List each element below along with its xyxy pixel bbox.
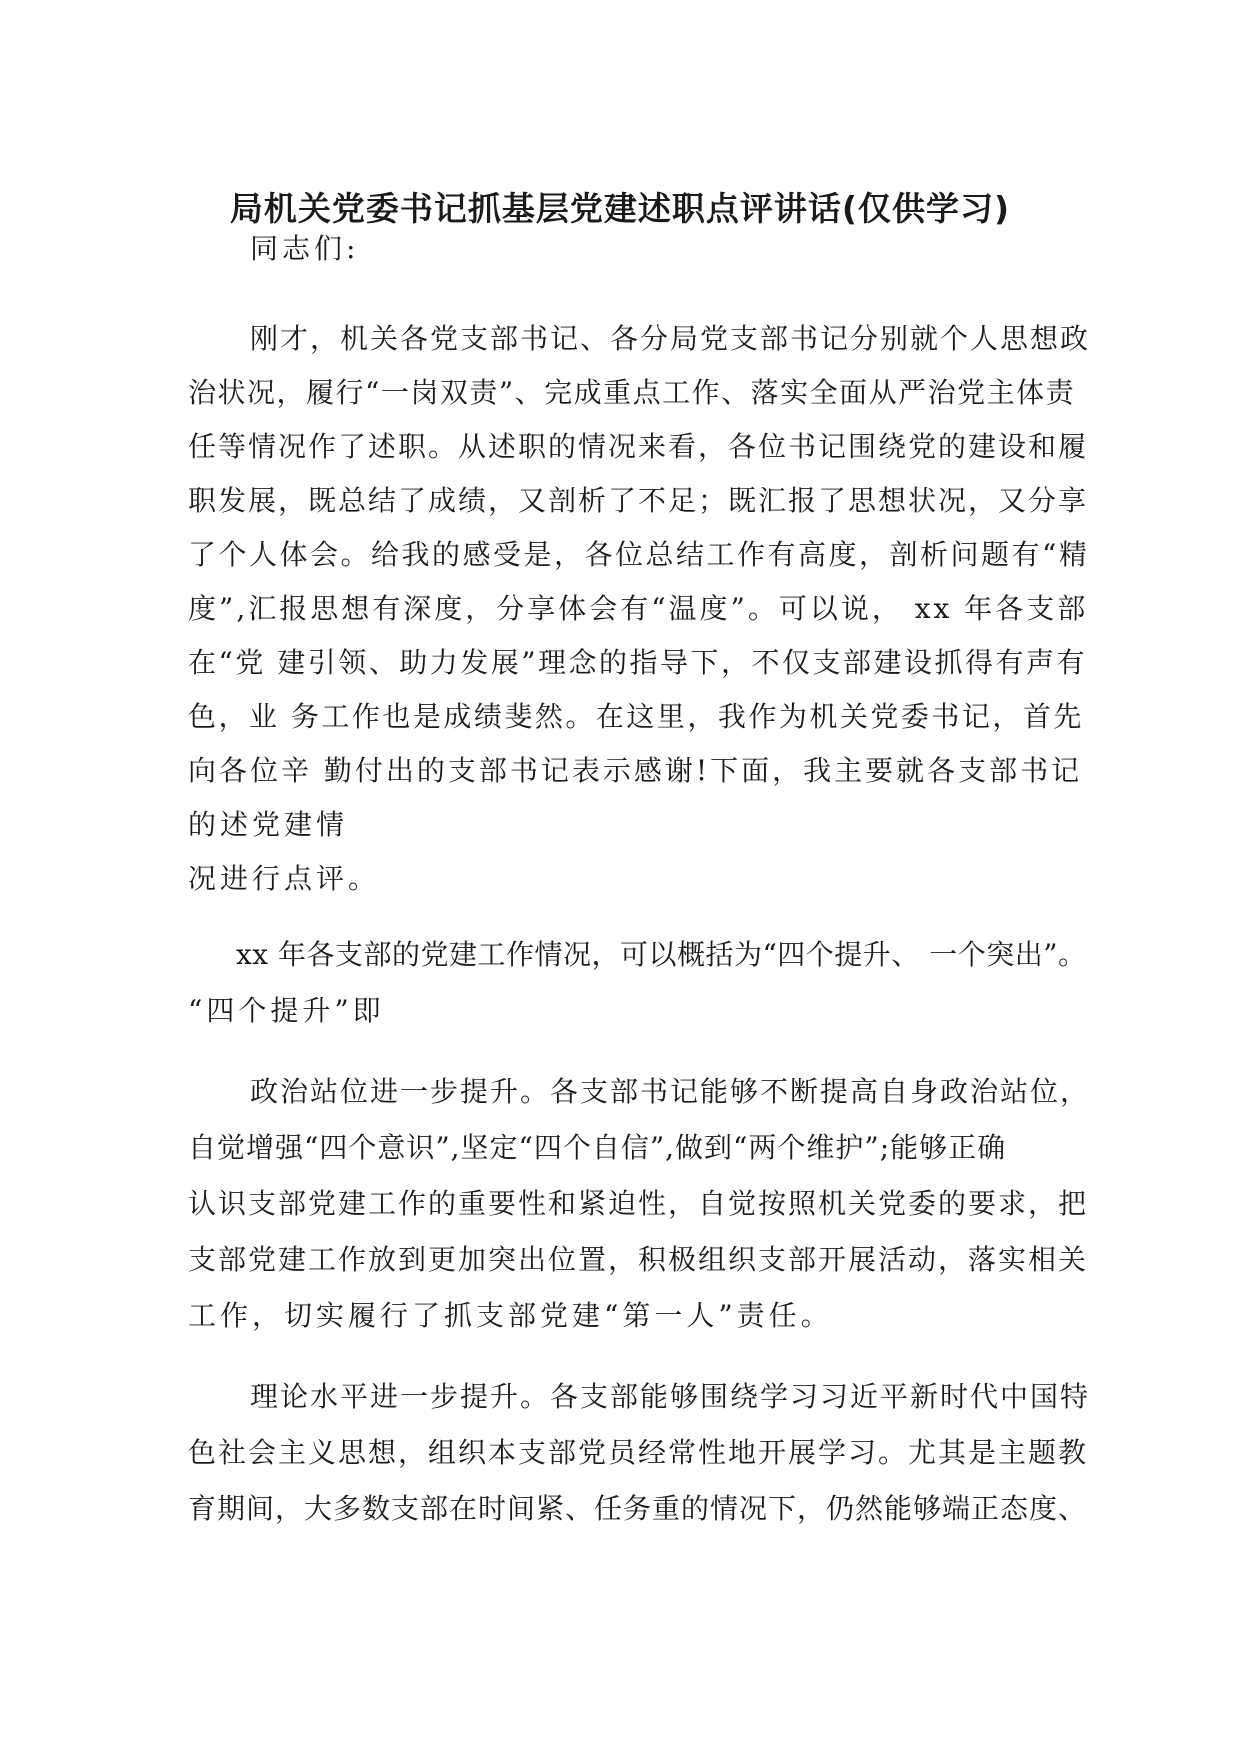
- document-title: 局机关党委书记抓基层党建述职点评讲话(仅供学习): [229, 189, 1011, 228]
- paragraph-line: 的述党建情: [188, 808, 349, 841]
- paragraph-line: 色社会主义思想，组织本支部党员经常性地开展学习。尤其是主题教: [188, 1436, 1089, 1469]
- paragraph-line: 况进行点评。: [188, 862, 381, 895]
- paragraph-line: 自觉增强“四个意识”,坚定“四个自信”,做到“两个维护”;能够正确: [188, 1131, 1007, 1164]
- paragraph-line: xx 年各支部的党建工作情况，可以概括为“四个提升、 一个突出”。: [236, 938, 1087, 971]
- paragraph-line: 任等情况作了述职。从述职的情况来看，各位书记围绕党的建设和履: [188, 430, 1089, 463]
- paragraph-line: 认识支部党建工作的重要性和紧迫性，自觉按照机关党委的要求，把: [188, 1187, 1089, 1220]
- paragraph-line: 了个人体会。给我的感受是，各位总结工作有高度，剖析问题有“精: [188, 538, 1090, 571]
- paragraph-line: 刚才，机关各党支部书记、各分局党支部书记分别就个人思想政: [250, 322, 1091, 355]
- paragraph-line: 色，业 务工作也是成绩斐然。在这里，我作为机关党委书记，首先: [188, 700, 1084, 733]
- paragraph-line: 政治站位进一步提升。各支部书记能够不断提高自身政治站位，: [250, 1075, 1091, 1108]
- paragraph-line: 度”,汇报思想有深度，分享体会有“温度”。可以说， xx 年各支部: [188, 592, 1089, 625]
- paragraph-line: 在“党 建引领、助力发展”理念的指导下，不仅支部建设抓得有声有: [188, 646, 1088, 679]
- salutation: 同志们:: [250, 232, 360, 265]
- paragraph-line: 支部党建工作放到更加突出位置，积极组织支部开展活动，落实相关: [188, 1243, 1089, 1276]
- paragraph-line: 理论水平进一步提升。各支部能够围绕学习习近平新时代中国特: [250, 1380, 1091, 1413]
- paragraph-line: 职发展，既总结了成绩，又剖析了不足；既汇报了思想状况，又分享: [188, 484, 1089, 517]
- paragraph-line: 向各位辛 勤付出的支部书记表示感谢!下面，我主要就各支部书记: [188, 754, 1083, 787]
- paragraph-line: 工作，切实履行了抓支部党建“第一人”责任。: [188, 1299, 833, 1332]
- paragraph-line: “四个提升”即: [188, 994, 385, 1027]
- paragraph-line: 育期间，大多数支部在时间紧、任务重的情况下，仍然能够端正态度、: [188, 1492, 1088, 1525]
- paragraph-line: 治状况，履行“一岗双责”、完成重点工作、落实全面从严治党主体责: [188, 376, 1076, 409]
